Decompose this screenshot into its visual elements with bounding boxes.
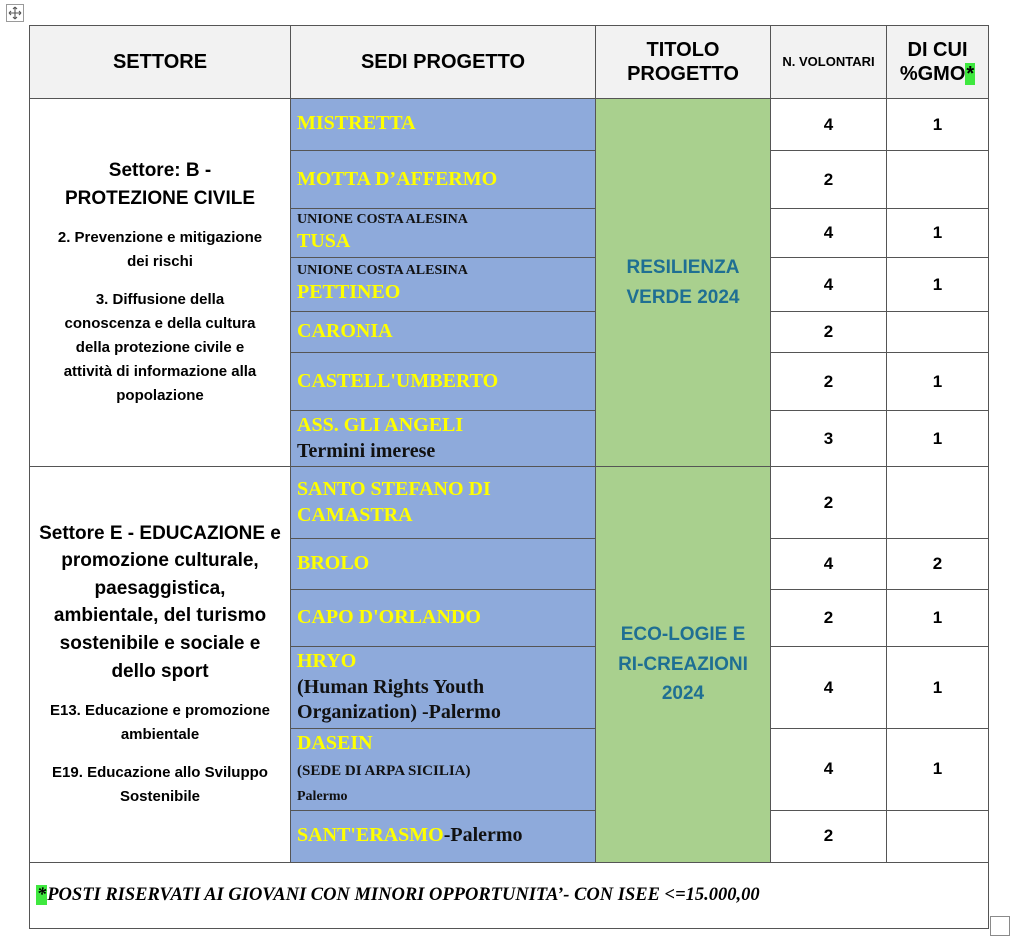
header-n-volontari: N. VOLONTARI	[771, 26, 887, 99]
footer-marker: *	[37, 884, 47, 905]
volontari-cell: 4	[771, 99, 887, 151]
sede-location: Termini imerese	[297, 439, 436, 462]
sector-title: PROTEZIONE CIVILE	[64, 187, 256, 209]
gmo-cell: 1	[887, 353, 989, 411]
volontari-cell: 2	[771, 810, 887, 862]
sector-title: Settore: B -	[108, 160, 212, 182]
sede-name: SANTO STEFANO DI	[297, 478, 491, 501]
sede-location: (Human Rights Youth	[297, 675, 485, 698]
project-title: ECO-LOGIE E	[620, 624, 746, 646]
sede-prefix: UNIONE COSTA ALESINA	[297, 263, 468, 279]
volontari-cell: 2	[771, 353, 887, 411]
gmo-cell: 1	[887, 590, 989, 647]
project-title: VERDE 2024	[626, 286, 740, 308]
table-row	[30, 99, 989, 151]
projects-table	[29, 25, 989, 929]
sector-area: Sostenibile	[119, 788, 201, 806]
gmo-cell: 1	[887, 411, 989, 467]
header-row	[30, 26, 989, 99]
gmo-cell: 1	[887, 647, 989, 729]
sector-title: paesaggistica,	[94, 577, 226, 599]
project-title: RESILIENZA	[626, 257, 740, 279]
sede-cell	[291, 353, 596, 411]
project-title: RI-CREAZIONI	[618, 653, 748, 675]
sector-title: sostenibile e sociale e	[59, 633, 261, 655]
sede-location: -Palermo	[443, 824, 523, 847]
sector-area: popolazione	[116, 387, 204, 405]
sede-name: BROLO	[297, 552, 370, 575]
sede-name: DASEIN	[297, 731, 373, 754]
gmo-cell	[887, 467, 989, 539]
sector-area: E19. Educazione allo Sviluppo	[52, 764, 268, 782]
sede-name: MISTRETTA	[297, 112, 416, 134]
sede-location: Organization) -Palermo	[297, 701, 501, 724]
sede-name: CARONIA	[297, 320, 393, 343]
volontari-cell: 3	[771, 411, 887, 467]
footer-row	[30, 862, 989, 928]
sede-cell	[291, 590, 596, 647]
volontari-cell: 4	[771, 209, 887, 258]
sede-cell	[291, 151, 596, 209]
sede-name: MOTTA D’AFFERMO	[297, 167, 498, 190]
gmo-cell: 1	[887, 258, 989, 312]
volontari-cell: 4	[771, 539, 887, 590]
volontari-cell: 4	[771, 728, 887, 810]
gmo-cell	[887, 312, 989, 353]
sede-name: CAPO D'ORLANDO	[297, 606, 481, 629]
sector-area: 2. Prevenzione e mitigazione	[57, 229, 263, 247]
sector-title: ambientale, del turismo	[53, 605, 267, 627]
sede-cell	[291, 467, 596, 539]
sede-name: TUSA	[297, 229, 351, 252]
sede-cell	[291, 647, 596, 729]
gmo-cell: 1	[887, 728, 989, 810]
sector-area: dei rischi	[127, 253, 193, 271]
sede-cell	[291, 99, 596, 151]
sede-name: ASS. GLI ANGELI	[297, 414, 464, 436]
move-icon	[8, 6, 22, 20]
header-titolo-progetto: TITOLO PROGETTO	[596, 26, 771, 99]
volontari-cell: 2	[771, 151, 887, 209]
sede-name: CASTELL'UMBERTO	[297, 369, 499, 392]
table-resize-handle[interactable]	[990, 916, 1010, 936]
footer-note	[30, 862, 989, 928]
gmo-cell: 1	[887, 209, 989, 258]
sede-cell	[291, 258, 596, 312]
volontari-cell: 2	[771, 590, 887, 647]
table-move-handle[interactable]	[6, 4, 24, 22]
sector-b-cell	[30, 99, 291, 467]
sede-name: CAMASTRA	[297, 503, 413, 526]
footer-text: POSTI RISERVATI AI GIOVANI CON MINORI OPPORTUNITA’- CON ISEE <=15.000,00	[47, 884, 760, 905]
sector-area: E13. Educazione e promozione	[49, 702, 271, 720]
sector-area: 3. Diffusione della	[95, 291, 225, 309]
sede-cell	[291, 209, 596, 258]
sede-name: PETTINEO	[297, 281, 401, 304]
sede-name: SANT'ERASMO	[297, 824, 444, 847]
sede-cell	[291, 810, 596, 862]
gmo-cell	[887, 151, 989, 209]
sector-area: della protezione civile e	[75, 339, 245, 357]
gmo-cell: 2	[887, 539, 989, 590]
sede-prefix: UNIONE COSTA ALESINA	[297, 211, 468, 227]
volontari-cell: 4	[771, 258, 887, 312]
sede-cell	[291, 728, 596, 810]
sede-cell	[291, 312, 596, 353]
sede-location: Palermo	[297, 789, 348, 805]
sede-name: HRYO	[297, 650, 357, 673]
sector-e-cell	[30, 467, 291, 863]
header-gmo: DI CUI %GMO*	[887, 26, 989, 99]
volontari-cell: 2	[771, 467, 887, 539]
sector-area: attività di informazione alla	[63, 363, 257, 381]
gmo-cell	[887, 810, 989, 862]
sede-cell	[291, 411, 596, 467]
header-sedi-progetto: SEDI PROGETTO	[291, 26, 596, 99]
project-title-cell	[596, 467, 771, 863]
table-row	[30, 467, 989, 539]
project-title-cell	[596, 99, 771, 467]
sector-area: conoscenza e della cultura	[64, 315, 256, 333]
sede-location: (SEDE DI ARPA SICILIA)	[297, 762, 471, 779]
sector-title: Settore E - EDUCAZIONE e	[39, 522, 281, 544]
sector-title: dello sport	[111, 660, 209, 682]
project-title: 2024	[661, 683, 705, 705]
gmo-cell: 1	[887, 99, 989, 151]
header-settore: SETTORE	[30, 26, 291, 99]
volontari-cell: 4	[771, 647, 887, 729]
gmo-marker: *	[966, 63, 975, 85]
sector-title: promozione culturale,	[61, 550, 259, 572]
sector-area: ambientale	[120, 726, 200, 744]
volontari-cell: 2	[771, 312, 887, 353]
sede-cell	[291, 539, 596, 590]
